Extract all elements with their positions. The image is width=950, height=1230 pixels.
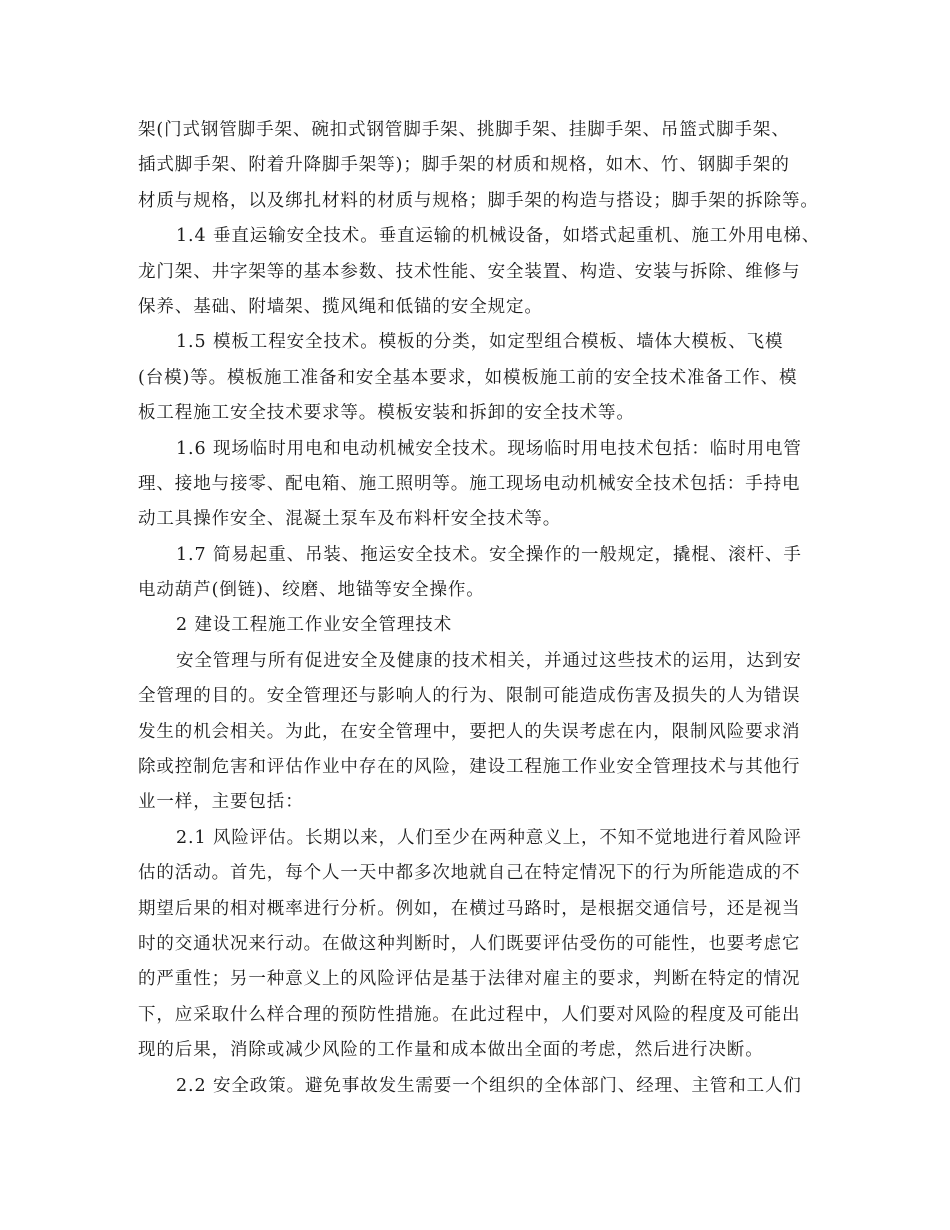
text-line: 期望后果的相对概率进行分析。例如，在横过马路时，是根据交通信号，还是视当: [138, 898, 801, 919]
text-line: 材质与规格，以及绑扎材料的材质与规格；脚手架的构造与搭设；脚手架的拆除等。: [138, 190, 819, 211]
text-line: 时的交通状况来行动。在做这种判断时，人们既要评估受伤的可能性，也要考虑它: [138, 933, 801, 954]
text-line: 理、接地与接零、配电箱、施工照明等。施工现场电动机械安全技术包括：手持电: [138, 473, 801, 494]
text-line: (台模)等。模板施工准备和安全基本要求，如模板施工前的安全技术准备工作、模: [138, 367, 798, 388]
text-line: 2.2 安全政策。避免事故发生需要一个组织的全体部门、经理、主管和工人们: [176, 1075, 802, 1096]
text-line: 业一样，主要包括：: [138, 792, 304, 813]
text-line: 电动葫芦(倒链)、绞磨、地锚等安全操作。: [138, 580, 485, 601]
text-line: 2.1 风险评估。长期以来，人们至少在两种意义上，不知不觉地进行着风险评: [176, 827, 802, 848]
text-line: 架(门式钢管脚手架、碗扣式钢管脚手架、挑脚手架、挂脚手架、吊篮式脚手架、: [138, 120, 790, 140]
text-line: 2 建设工程施工作业安全管理技术: [176, 615, 453, 636]
text-line: 动工具操作安全、混凝土泵车及布料杆安全技术等。: [138, 509, 562, 530]
text-line: 插式脚手架、附着升降脚手架等)；脚手架的材质和规格，如木、竹、钢脚手架的: [138, 155, 790, 176]
text-line: 龙门架、井字架等的基本参数、技术性能、安全装置、构造、安装与拆除、维修与: [138, 261, 801, 282]
text-line: 全管理的目的。安全管理还与影响人的行为、限制可能造成伤害及损失的人为错误: [138, 686, 801, 707]
text-line: 估的活动。首先，每个人一天中都多次地就自己在特定情况下的行为所能造成的不: [138, 863, 801, 884]
text-line: 1.7 简易起重、吊装、拖运安全技术。安全操作的一般规定，撬棍、滚杆、手: [176, 544, 802, 565]
text-line: 发生的机会相关。为此，在安全管理中，要把人的失误考虑在内，限制风险要求消: [138, 721, 801, 742]
text-line: 除或控制危害和评估作业中存在的风险，建设工程施工作业安全管理技术与其他行: [138, 757, 801, 778]
text-line: 1.5 模板工程安全技术。模板的分类，如定型组合模板、墙体大模板、飞模: [176, 332, 784, 353]
text-line: 的严重性；另一种意义上的风险评估是基于法律对雇主的要求，判断在特定的情况: [138, 969, 801, 990]
text-line: 板工程施工安全技术要求等。模板安装和拆卸的安全技术等。: [138, 403, 635, 424]
text-line: 1.6 现场临时用电和电动机械安全技术。现场临时用电技术包括：临时用电管: [176, 438, 802, 459]
text-line: 安全管理与所有促进安全及健康的技术相关，并通过这些技术的运用，达到安: [176, 650, 802, 671]
document-body: [138, 113, 828, 1104]
text-line: 保养、基础、附墙架、揽风绳和低锚的安全规定。: [138, 296, 543, 317]
text-line: 现的后果，消除或减少风险的工作量和成本做出全面的考虑，然后进行决断。: [138, 1040, 764, 1061]
text-line: 1.4 垂直运输安全技术。垂直运输的机械设备，如塔式起重机、施工外用电梯、: [176, 226, 821, 247]
text-line: 下，应采取什么样合理的预防性措施。在此过程中，人们要对风险的程度及可能出: [138, 1004, 801, 1025]
